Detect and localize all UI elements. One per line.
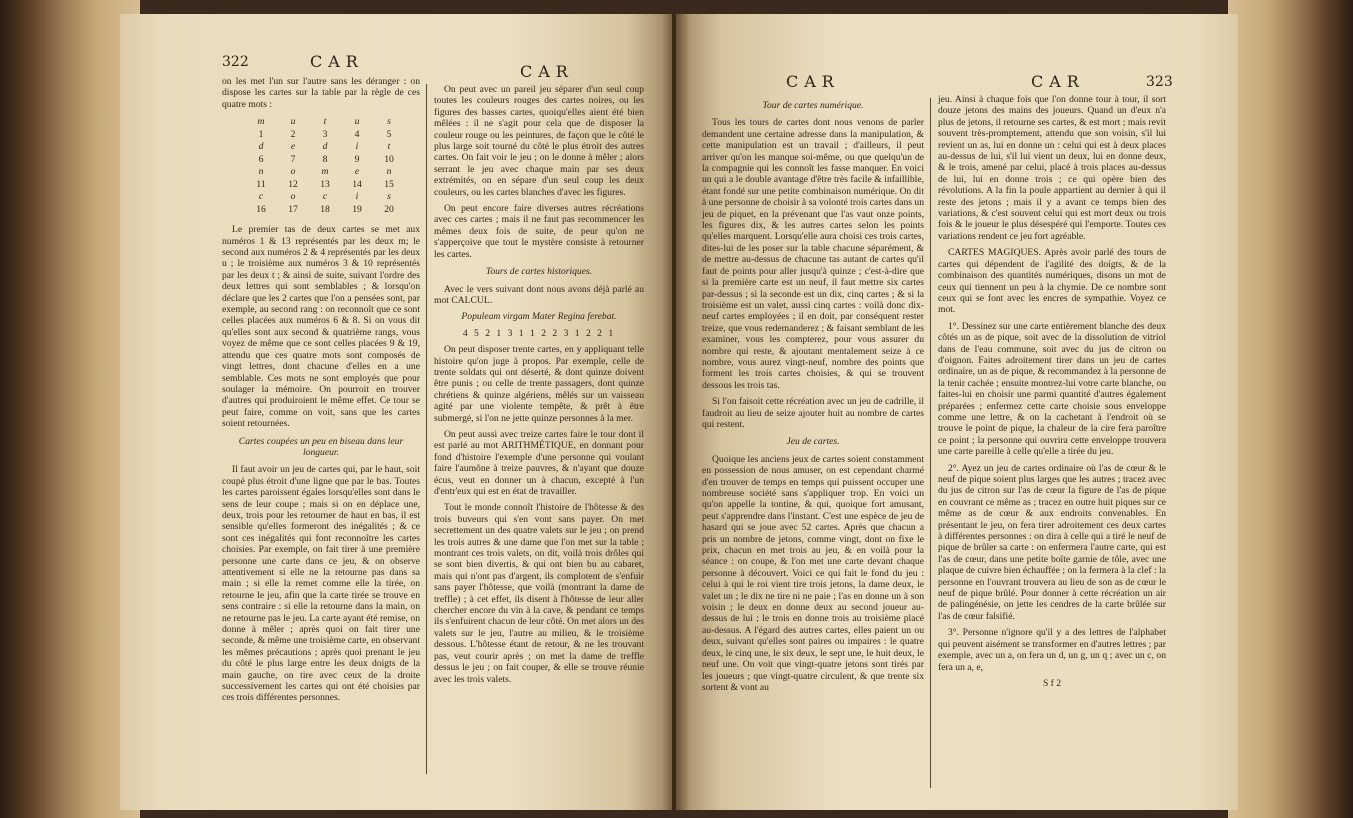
- paragraph: 3°. Personne n'ignore qu'il y a des lettres de l'alphabet qui peuvent aisément se transformer en d'autres lettres ; par exemple, avec un a, on fera un d, un g, un q ; avec un c, on fera un a, e,: [938, 627, 1166, 673]
- section-title: Tour de cartes numérique.: [762, 100, 864, 111]
- paragraph: 1°. Dessinez sur une carte entièrement blanche des deux côtés un as de pique, soit avec de la dissolution de vitriol dans de l'eau commune, soit avec du jus de citron ou d'oignon. Faites adroitement tirer dans un jeu de cartes ordinaire, un as de pique, & recommandez à la personne de la tenir cachée ; ensuite montrez-lui votre carte blanche, ou faites-lui en choisir une parmi quantité d'autres également préparées ; enfermez cette carte choisie sous enveloppe comme une lettre, & on la cachetant à l'endroit où se trouve le point de pique, la chaleur de la cire fera paroître ce point ; la personne qui ouvrira cette enveloppe trouvera une carte pareille à celle qu'elle a tirée du jeu.: [938, 320, 1166, 458]
- column-rule: [930, 98, 931, 788]
- column-rule: [426, 84, 427, 774]
- book-edge-right: [1228, 0, 1353, 818]
- paragraph: Avec le vers suivant dont nous avons déjà parlé au mot CALCUL.: [434, 283, 644, 306]
- section-title: Cartes coupées un peu en biseau dans leur longueur.: [238, 435, 404, 458]
- right-page: [676, 14, 1238, 810]
- paragraph: On peut disposer trente cartes, en y appliquant telle histoire qu'on juge à propos. Par exemple, celle de trente soldats qui ont déserté, & dont quinze doivent être punis ; ou celle de trente passagers, dont quinze chrétiens & quinze algériens, mêlés sur un vaisseau agité par une violente tempête, & prêt à être submergé, si l'on ne jette quinze personnes à la mer.: [434, 344, 644, 424]
- paragraph: Il faut avoir un jeu de cartes qui, par le haut, soit coupé plus étroit d'une ligne que par le bas. Toutes les cartes paroissent égales lorsqu'elles sont dans le sens de leur coupe ; mais si on en déplace une, deux, trois pour les retourner de haut en bas, il est sensible qu'elles formeront des inégalités ; & ce sont ces inégalités qui font reconnoître les cartes choisies. Par exemple, on fait tirer à une première personne une carte dans ce jeu, & on observe attentivement si elle ne la retourne pas dans sa main ; si elle la remet comme elle la tirée, on retourne le jeu, afin que la carte tirée se trouve en sens contraire : si elle la retourne dans la main, on ne retourne pas le jeu. La carte ayant été remise, on donne à mêler ; après quoi on fait tirer une seconde, & même une troisième carte, en observant les mêmes précautions ; après quoi prenant le jeu du côté le plus large entre les deux doigts de la main gauche, on tire avec ceux de la droite successivement les cartes qui ont été choisies par ces trois différentes personnes.: [222, 464, 420, 704]
- page-number-left: 322: [222, 54, 249, 70]
- running-head-right-col2: CAR: [1031, 72, 1085, 91]
- grid-row: d e d i t: [258, 141, 391, 153]
- paragraph: CARTES MAGIQUES. Après avoir parlé des tours de cartes qui dépendent de l'agilité des doigts, & de la combinaison des quantités numériques, disons un mot de ceux qui tiennent un peu à la chymie. De ce nombre sont ceux qui se font avec les encres de sympathie. Voyez ce mot.: [938, 247, 1166, 316]
- right-column-1: [702, 94, 924, 794]
- paragraph: 2°. Ayez un jeu de cartes ordinaire où l'as de cœur & le neuf de pique soient plus larges que les autres ; tracez avec du jus de citron sur l'as de cœur la figure de l'as de pique en couvrant ce même as ; tracez en outre huit piques sur ce même as de cœur & aux endroits convenables. En présentant le jeu, on fera tirer adroitement ces deux cartes à différentes personnes : on dira à celle qui a tiré le neuf de pique de brûler sa carte : on enfermera l'autre carte, qui est l'as de cœur, dans une petite boîte garnie de tôle, avec une plaque de cuivre bien échauffée ; on la fermera à la clef : la personne en l'ouvrant trouvera au lieu de son as de cœur le neuf de pique brûlé. Pour donner à cette récréation un air de palingénésie, on jette les cendres de la carte brûlée sur l'as de cœur falsifié.: [938, 462, 1166, 622]
- paragraph: Le premier tas de deux cartes se met aux numéros 1 & 13 représentés par les deux m; le second aux numéros 2 & 4 représentés par les deux u ; le troisième aux numéros 3 & 10 représentés par les deux t ; & ainsi de suite, suivant l'ordre des deux lettres qui sont semblables ; & lorsqu'on déclare que les 2 cartes que l'on a pensées sont, par exemple, au second rang : on reconnoît que ce sont celles placées aux numéros 6 & 8. Si on vous dit qu'elles sont aux second & quatrième rangs, vous voyez de même que ce sont celles placées 9 & 19, attendu que ces quatre mots sont composés de vingt lettres, dont chacune d'elles en a une semblable. Ces mots ne sont employés que pour soulager la mémoire. On pourroit en trouver d'autres qui produiroient le même effet. Ce tour se peut faire, comme on voit, sans que les cartes soient retournées.: [222, 224, 420, 430]
- paragraph: on les met l'un sur l'autre sans les déranger : on dispose les cartes sur la table par la règle de ces quatre mots :: [222, 76, 420, 110]
- paragraph: On peut aussi avec treize cartes faire le tour dont il est parlé au mot ARITHMÉTIQUE, en donnant pour fond d'histoire l'exemple d'une personne qui voulant faire l'aumône à treize pauvres, & n'ayant que douze écus, veut en donner un à chacun, excepté à l'un d'entr'eux qui est en état de travailler.: [434, 428, 644, 497]
- signature-mark: S f 2: [1042, 677, 1062, 689]
- left-page: [120, 14, 672, 810]
- section-title: Tours de cartes historiques.: [485, 266, 593, 278]
- section-title: Jeu de cartes.: [786, 436, 840, 448]
- left-column-2: [434, 84, 644, 784]
- running-head-left-col2: CAR: [520, 62, 574, 81]
- grid-row: c o c i s: [258, 191, 391, 203]
- grid-row: 11 12 13 14 15: [256, 178, 394, 190]
- page-number-right: 323: [1146, 74, 1173, 90]
- verse-numbers: 4 5 2 1 3 1 1 2 2 3 1 2 2 1: [462, 327, 616, 339]
- paragraph: jeu. Ainsi à chaque fois que l'on donne tour à tour, il sort douze jetons des mains des joueurs. Quand un d'eux n'a plus de jetons, il retourne ses cartes, & est mort ; mais revit souvent très-promptement, attendu que son voisin, s'il lui revient un as, lui en donne un : celui qui est à deux places au-dessus de lui, s'il lui vient un deux, lui en donne deux, & le trois, amené par celui, placé à trois places au-dessus de lui, lui en donne trois ; ce qui opère bien des révolutions. A la fin la poule appartient au dernier à qui il reste des jetons ; mais il y a avant ce temps bien des variations, & c'est souvent celui qui est mort deux ou trois fois & le joueur le plus désespéré qui l'emporte. Toutes ces variations rendent ce jeu fort agréable.: [938, 94, 1166, 242]
- letter-number-grid: [250, 116, 400, 216]
- running-head-right-col1: CAR: [786, 72, 840, 91]
- paragraph: Si l'on faisoit cette récréation avec un jeu de cadrille, il faudroit au lieu de seize ajouter huit au nombre de cartes qui restent.: [702, 396, 924, 430]
- grid-row: n o m e n: [258, 166, 392, 178]
- latin-verse: Populeam virgam Mater Regina ferebat.: [461, 311, 617, 323]
- paragraph: Tout le monde connoît l'histoire de l'hôtesse & des trois buveurs qui s'en vont sans payer. On met secrettement un des quatre valets sur le jeu ; on prend les trois autres & une dame que l'on met sur la table ; montrant ces trois valets, on dit, voilà trois drôles qui se sont bien divertis, & qui ont bien bu au cabaret, mais qui n'ont pas d'argent, ils complotent de s'enfuir sans payer l'hôtesse, que voilà (montrant la dame de treffle) ; à cet effet, ils disent à l'hôtesse de leur aller chercher encore du vin à la cave, & pendant ce temps ils s'enfuirent chacun de leur côté. On met alors un des valets sur le jeu, l'autre au milieu, & le troisième dessous. L'hôtesse étant de retour, & ne les trouvant pas, veut courir après ; on met la dame de treffle dessus le jeu ; on fait couper, & elle se trouve réunie avec les trois valets.: [434, 502, 644, 685]
- grid-row: m u t u s: [257, 116, 391, 128]
- grid-row: 6 7 8 9 10: [258, 153, 394, 165]
- paragraph: Quoique les anciens jeux de cartes soient constamment en possession de nous amuser, on est cependant charmé d'en trouver de temps en temps qui puissent occuper une nombreuse société sans s'appliquer trop. En voici un qu'on appelle la tontine, & qui, quoique fort amusant, peut s'apprendre dans l'instant. C'est une espèce de jeu de hasard qui se joue avec 52 cartes. Après que chacun a pris un nombre de jetons, comme vingt, dont on fixe le prix, chacun en met trois au jeu, & en voilà pour la séance : on coupe, & l'on met une carte devant chaque personne à découvert. Voici ce qui fait le fond du jeu : celui à qui le roi vient tire trois jetons, la dame deux, le valet un ; le dix ne tire ni ne paie ; l'as en donne un à son voisin ; le deux en donne deux au second joueur au-dessus de lui ; le trois en donne trois au troisième placé au-dessus. A l'égard des autres cartes, elles paient un ou deux, suivant qu'elles sont paires ou impaires : le quatre deux, le cinq une, le six deux, le sept une, le huit deux, le neuf une. On voit que vingt-quatre jetons sont tirés par les joueurs ; que vingt-quatre circulent, & que trente six sortent & vont au: [702, 453, 924, 693]
- running-head-left-col1: CAR: [310, 52, 364, 71]
- grid-row: 16 17 18 19 20: [256, 203, 394, 215]
- left-column-1: [222, 76, 420, 776]
- grid-row: 1 2 3 4 5: [258, 128, 392, 140]
- book-edge-left: [0, 0, 140, 818]
- paragraph: On peut encore faire diverses autres récréations avec ces cartes ; mais il ne faut pas recommencer les mêmes deux fois de suite, de peur qu'on ne s'apperçoive que tout le mystère consiste à retourner les cartes.: [434, 203, 644, 260]
- paragraph: On peut avec un pareil jeu séparer d'un seul coup toutes les couleurs rouges des cartes noires, ou les figures des basses cartes, quoiqu'elles aient été bien mêlées : il ne s'agit pour cela que de disposer la couleur rouge ou les peintures, de façon que le côté le plus large soit tourné du côté le plus étroit des autres cartes. On fait voir le jeu ; on le donne à mêler ; alors serrant le jeu avec chaque main par ses deux extrémités, on en sépare d'un seul coup les deux couleurs, ou les cartes blanches d'avec les figures.: [434, 84, 644, 198]
- book-gutter: [662, 14, 690, 810]
- paragraph: Tous les tours de cartes dont nous venons de parler demandent une certaine adresse dans la manipulation, & cette manipulation est un travail ; d'ailleurs, il peut arriver qu'on les manque soi-même, ou que quelqu'un de la compagnie qui les connoît les fasse manquer. En voici un qui a le double avantage d'être très facile & infaillible, étant fondé sur une petite combinaison numérique. On dit à une personne de choisir à sa volonté trois cartes dans un jeu de piquet, en la prévenant que l'as vaut onze points, les figures dix, & les autres cartes selon les points qu'elles marquent. Lorsqu'elle aura choisi ces trois cartes, dites-lui de les poser sur la table chacune séparément, & de mettre au-dessus de chacune tas autant de cartes qu'il faut de points pour aller jusqu'à quinze ; c'est-à-dire que si la première carte est un neuf, il faut mettre six cartes par-dessus ; si la seconde est un dix, cinq cartes ; & si la troisième est un valet, aussi cinq cartes : voilà donc dix-neuf cartes employées ; il en doit, par conséquent rester treize, que vous redemanderez ; & faisant semblant de les examiner, vous les compterez, pour vous assurer du nombre qui reste, & ajoutant mentalement seize à ce nombre, vous aurez vingt-neuf, nombre des points que forment les trois cartes choisies, & qui se trouvent dessous les trois tas.: [702, 117, 924, 391]
- right-column-2: [938, 94, 1166, 794]
